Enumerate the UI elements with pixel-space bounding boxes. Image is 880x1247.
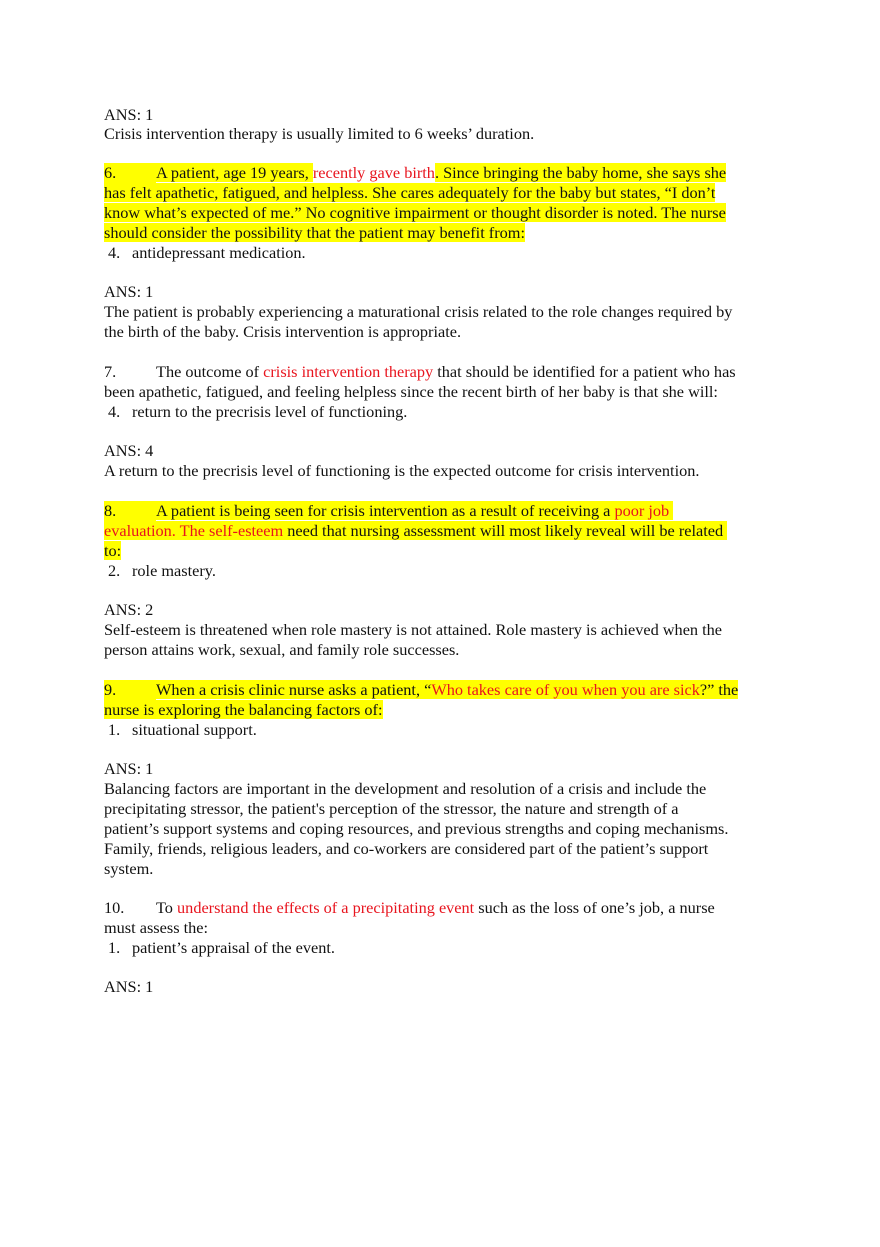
question-number: 10. — [104, 898, 125, 917]
text-segment: must assess the: — [104, 918, 209, 937]
text-segment: Crisis intervention therapy is usually limited to 6 weeks’ duration. — [104, 124, 535, 143]
text-segment: need that nursing assessment will most likely reveal will be related — [283, 521, 728, 540]
rationale-line — [104, 839, 708, 859]
text-segment: role mastery. — [132, 561, 216, 580]
text-segment: return to the precrisis level of functioning. — [132, 402, 408, 421]
text-segment: nurse is exploring the balancing factors of: — [104, 700, 383, 719]
rationale-line — [104, 322, 461, 342]
text-segment: that should be identified for a patient who has — [433, 362, 736, 381]
question-line — [104, 541, 121, 561]
ans-line — [104, 105, 153, 125]
option-number: 1. — [108, 720, 121, 739]
text-segment: situational support. — [132, 720, 257, 739]
option-line — [104, 938, 335, 958]
text-segment: ?” the — [699, 680, 739, 699]
text-segment: precipitating stressor, the patient's perception of the stressor, the nature and strength of a — [104, 799, 679, 818]
text-segment: ANS: 1 — [104, 282, 154, 301]
question-line — [104, 680, 738, 700]
highlighted-phrase: poor job — [614, 501, 674, 520]
question-line — [104, 521, 727, 541]
text-segment: Family, friends, religious leaders, and co-workers are considered part of the patient’s support — [104, 839, 709, 858]
text-segment: been apathetic, fatigued, and feeling helpless since the recent birth of her baby is that she will: — [104, 382, 718, 401]
question-number: 9. — [104, 680, 156, 700]
rationale-line — [104, 799, 678, 819]
question-line — [104, 700, 383, 720]
highlighted-phrase: Who takes care of you when you are sick — [431, 680, 700, 699]
rationale-line — [104, 779, 706, 799]
text-segment: ANS: 1 — [104, 105, 154, 124]
text-segment: know what’s expected of me.” No cognitive impairment or thought disorder is noted. The nurse — [104, 203, 726, 222]
rationale-line — [104, 640, 459, 660]
question-line — [104, 183, 715, 203]
highlighted-phrase: crisis intervention therapy — [263, 362, 434, 381]
option-number: 2. — [108, 561, 121, 580]
text-segment: to: — [104, 541, 122, 560]
question-line — [104, 203, 726, 223]
text-segment: The outcome of — [156, 362, 264, 381]
question-line — [104, 501, 673, 521]
option-number: 4. — [108, 402, 121, 421]
question-line — [104, 918, 208, 938]
text-segment: person attains work, sexual, and family role successes. — [104, 640, 460, 659]
ans-line — [104, 600, 153, 620]
highlighted-phrase: recently gave birth — [312, 163, 435, 182]
ans-line — [104, 759, 153, 779]
ans-line — [104, 977, 153, 997]
option-line — [104, 243, 306, 263]
rationale-line — [104, 461, 699, 481]
question-number: 8. — [104, 501, 156, 521]
question-line — [104, 163, 726, 183]
text-segment: ANS: 1 — [104, 759, 154, 778]
text-segment: patient’s appraisal of the event. — [132, 938, 335, 957]
rationale-line — [104, 819, 728, 839]
text-segment: ANS: 4 — [104, 441, 154, 460]
question-line — [104, 898, 715, 918]
option-line — [104, 561, 216, 581]
question-line — [104, 382, 718, 402]
text-segment: patient’s support systems and coping resources, and previous strengths and coping mechanisms. — [104, 819, 729, 838]
text-segment: such as the loss of one’s job, a nurse — [474, 898, 715, 917]
rationale-line — [104, 620, 722, 640]
text-segment: The patient is probably experiencing a maturational crisis related to the role changes required by — [104, 302, 733, 321]
text-segment: has felt apathetic, fatigued, and helpless. She cares adequately for the baby but states, “I don’t — [104, 183, 716, 202]
text-segment: should consider the possibility that the patient may benefit from: — [104, 223, 525, 242]
text-segment: A return to the precrisis level of functioning is the expected outcome for crisis intervention. — [104, 461, 700, 480]
highlighted-phrase: understand the effects of a precipitating event — [177, 898, 475, 917]
ans-line — [104, 282, 153, 302]
text-segment: A patient is being seen for crisis intervention as a result of receiving a — [156, 501, 615, 520]
rationale-line — [104, 859, 153, 879]
text-segment: ANS: 1 — [104, 977, 154, 996]
text-segment: To — [156, 898, 178, 917]
option-number: 4. — [108, 243, 121, 262]
question-line — [104, 223, 525, 243]
text-segment: A patient, age 19 years, — [156, 163, 313, 182]
question-number: 7. — [104, 362, 117, 381]
highlighted-phrase: evaluation. The self-esteem — [104, 521, 284, 540]
text-segment: When a crisis clinic nurse asks a patient, “ — [156, 680, 432, 699]
text-segment: ANS: 2 — [104, 600, 154, 619]
option-line — [104, 720, 257, 740]
text-segment: Self-esteem is threatened when role mastery is not attained. Role mastery is achieved when the — [104, 620, 723, 639]
ans-line — [104, 441, 153, 461]
option-line — [104, 402, 407, 422]
text-segment: Balancing factors are important in the development and resolution of a crisis and include the — [104, 779, 707, 798]
text-segment: the birth of the baby. Crisis intervention is appropriate. — [104, 322, 462, 341]
question-number: 6. — [104, 163, 156, 183]
text-segment: . Since bringing the baby home, she says she — [434, 163, 727, 182]
question-line — [104, 362, 736, 382]
rationale-line — [104, 124, 534, 144]
rationale-line — [104, 302, 732, 322]
option-number: 1. — [108, 938, 121, 957]
text-segment: system. — [104, 859, 154, 878]
text-segment: antidepressant medication. — [132, 243, 306, 262]
